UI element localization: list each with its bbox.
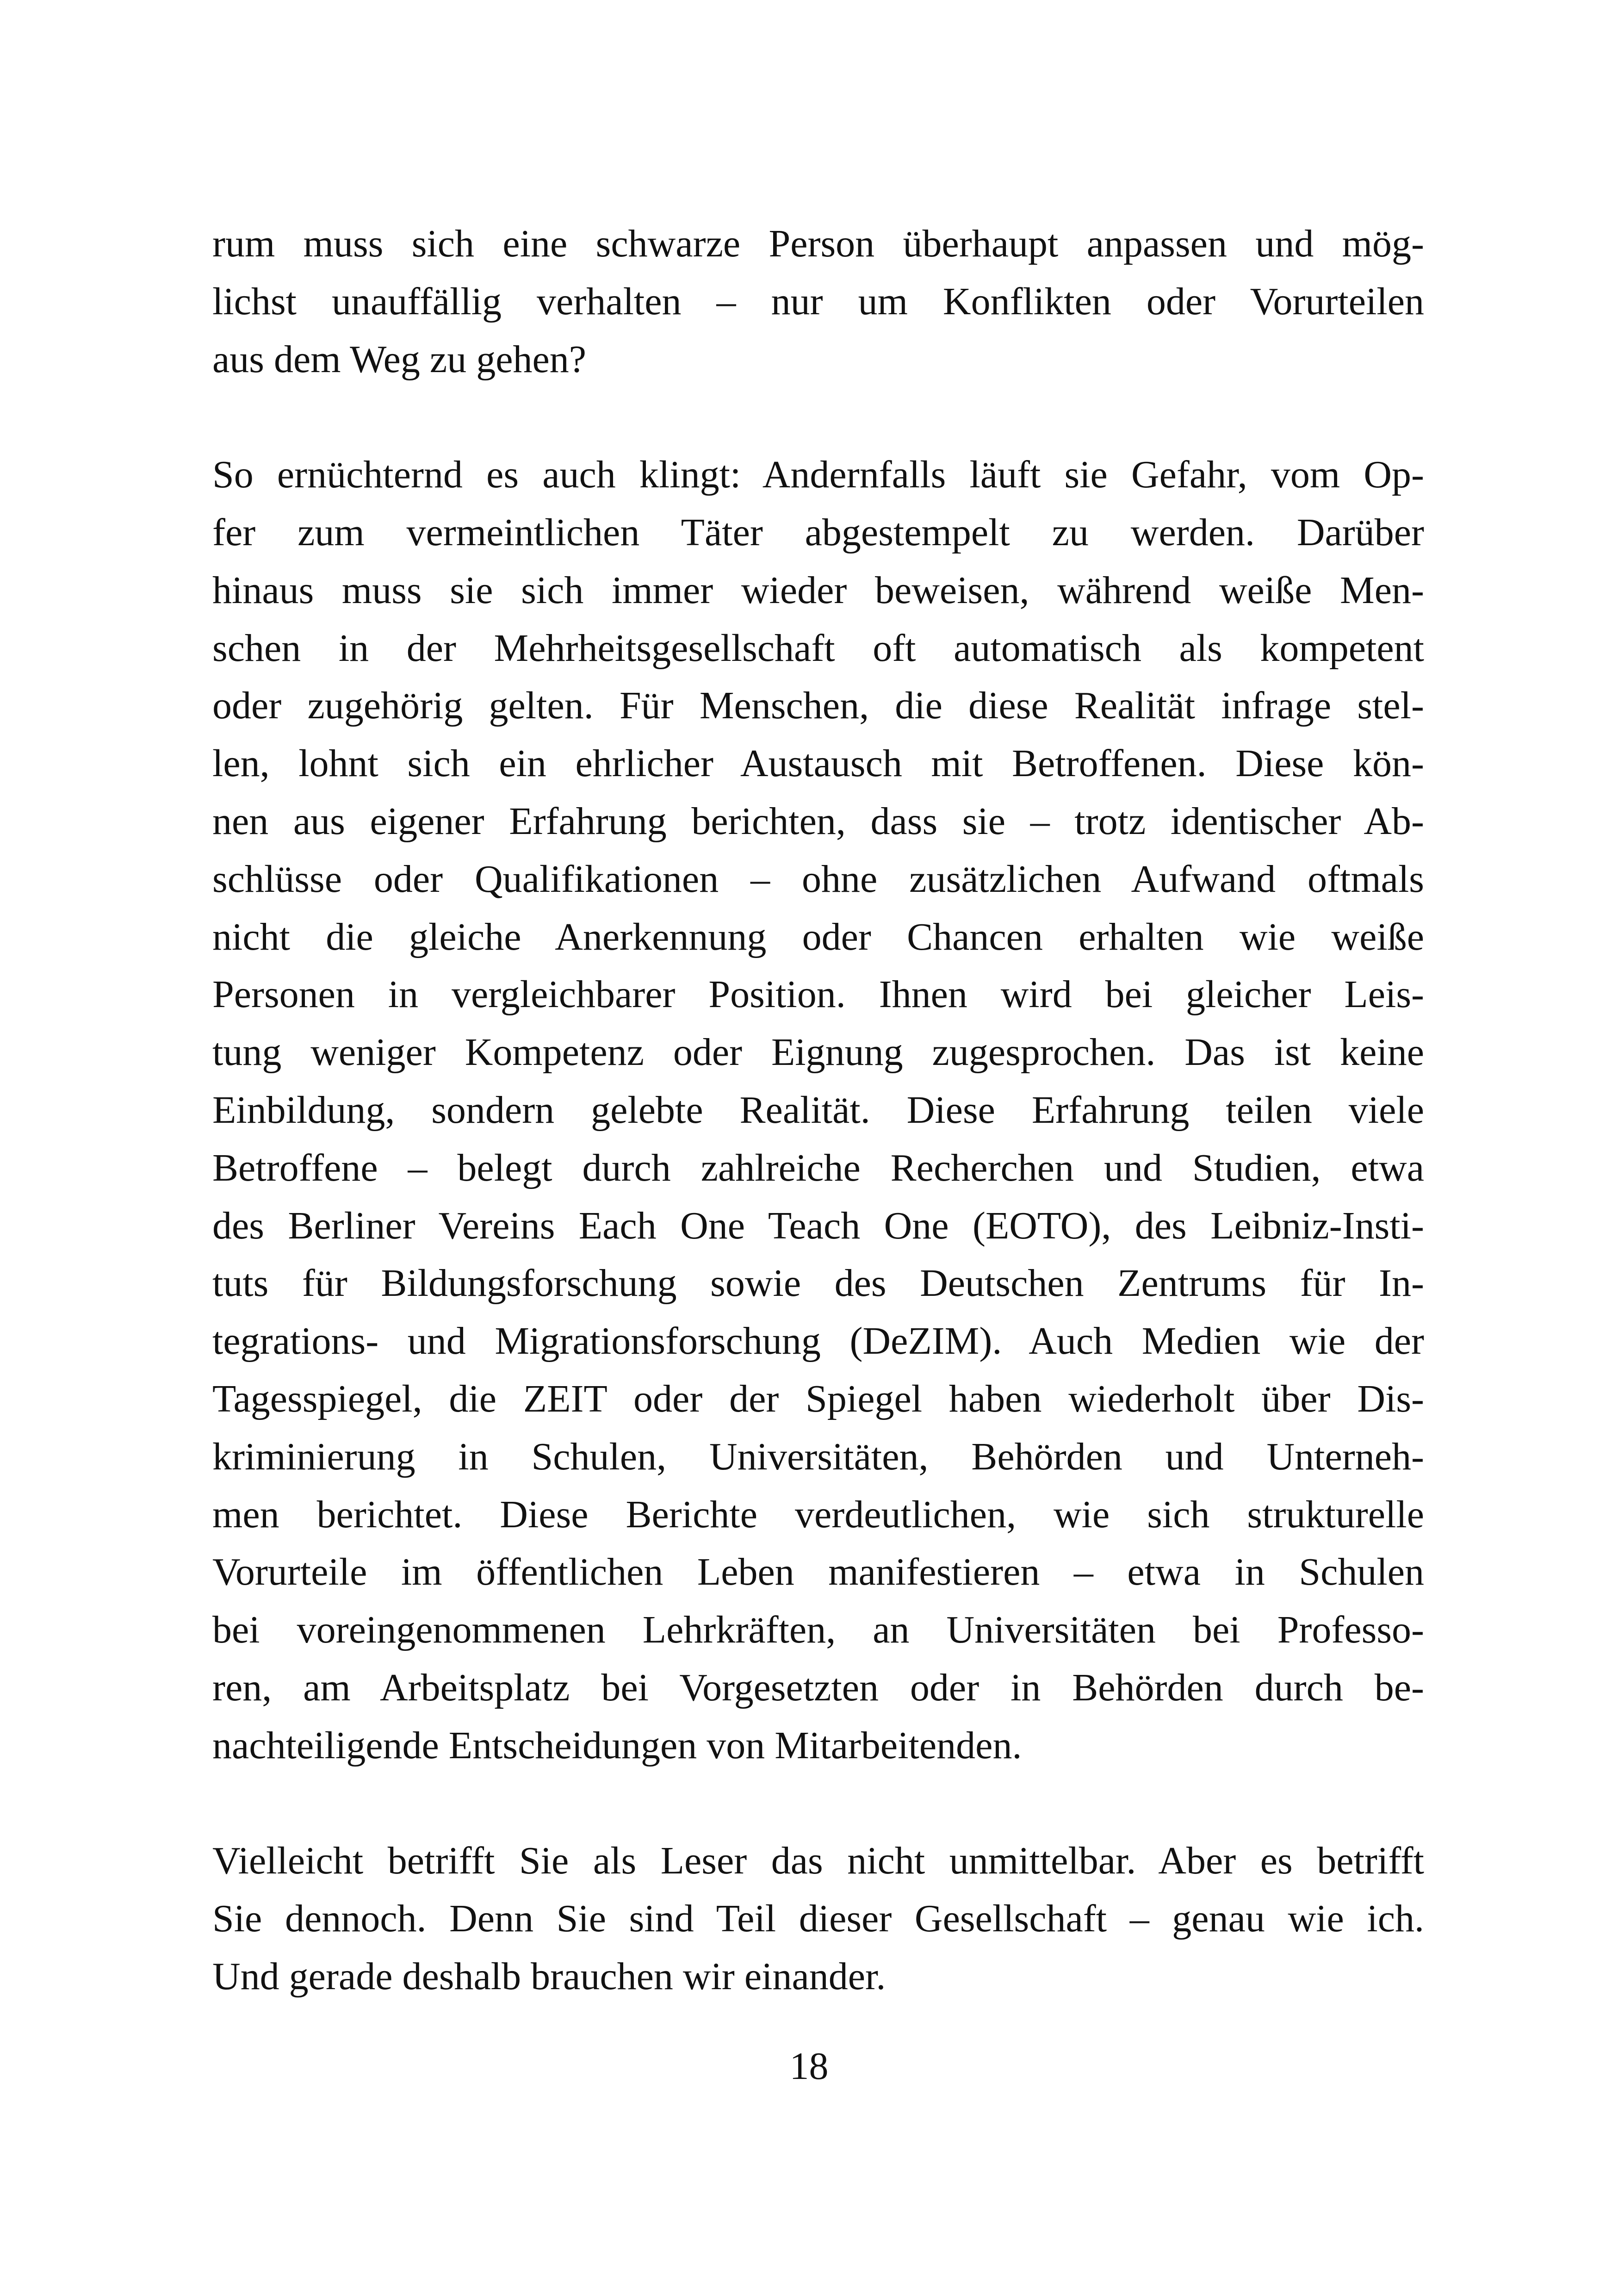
text-line: des Berliner Vereins Each One Teach One (EOTO), des Leibniz-Insti-	[212, 1204, 1424, 1247]
text-line: Sie dennoch. Denn Sie sind Teil dieser Gesellschaft – genau wie ich.	[212, 1897, 1424, 1941]
text-line: Personen in vergleichbarer Position. Ihnen wird bei gleicher Leis-	[212, 973, 1424, 1016]
text-line: nachteiligende Entscheidungen von Mitarbeitenden.	[212, 1724, 1022, 1767]
text-line: nen aus eigener Erfahrung berichten, dass sie – trotz identischer Ab-	[212, 799, 1424, 843]
text-line: aus dem Weg zu gehen?	[212, 337, 587, 381]
text-line: fer zum vermeintlichen Täter abgestempelt zu werden. Darüber	[212, 510, 1424, 554]
text-line: men berichtet. Diese Berichte verdeutlichen, wie sich strukturelle	[212, 1493, 1424, 1536]
text-line: bei voreingenommenen Lehrkräften, an Universitäten bei Professo-	[212, 1608, 1424, 1652]
text-line: Tagesspiegel, die ZEIT oder der Spiegel haben wiederholt über Dis-	[212, 1377, 1424, 1420]
text-line: tuts für Bildungsforschung sowie des Deutschen Zentrums für In-	[212, 1262, 1424, 1305]
text-line: ren, am Arbeitsplatz bei Vorgesetzten oder in Behörden durch be-	[212, 1666, 1424, 1709]
text-line: schlüsse oder Qualifikationen – ohne zusätzlichen Aufwand oftmals	[212, 857, 1424, 901]
text-line: hinaus muss sie sich immer wieder beweisen, während weiße Men-	[212, 568, 1424, 612]
text-line: Betroffene – belegt durch zahlreiche Recherchen und Studien, etwa	[212, 1146, 1424, 1189]
text-line: Und gerade deshalb brauchen wir einander.	[212, 1954, 886, 1998]
text-line: lichst unauffällig verhalten – nur um Konflikten oder Vorurteilen	[212, 280, 1424, 323]
text-line: kriminierung in Schulen, Universitäten, Behörden und Unterneh-	[212, 1435, 1424, 1478]
paragraph-gap	[212, 388, 1424, 446]
text-line: tung weniger Kompetenz oder Eignung zugesprochen. Das ist keine	[212, 1031, 1424, 1074]
text-line: tegrations- und Migrationsforschung (DeZIM). Auch Medien wie der	[212, 1319, 1424, 1363]
text-line: Vielleicht betrifft Sie als Leser das nicht unmittelbar. Aber es betrifft	[212, 1839, 1424, 1883]
text-line: Einbildung, sondern gelebte Realität. Diese Erfahrung teilen viele	[212, 1088, 1424, 1132]
text-line: So ernüchternd es auch klingt: Andernfalls läuft sie Gefahr, vom Op-	[212, 453, 1424, 497]
text-line: nicht die gleiche Anerkennung oder Chancen erhalten wie weiße	[212, 915, 1424, 958]
paragraph-gap	[212, 1775, 1424, 1833]
text-line: Vorurteile im öffentlichen Leben manifestieren – etwa in Schulen	[212, 1550, 1424, 1594]
page-number: 18	[789, 2045, 829, 2088]
body-text	[212, 215, 1424, 2006]
text-line: oder zugehörig gelten. Für Menschen, die diese Realität infrage stel-	[212, 684, 1424, 728]
text-line: len, lohnt sich ein ehrlicher Austausch mit Betroffenen. Diese kön-	[212, 742, 1424, 785]
text-line: rum muss sich eine schwarze Person überhaupt anpassen und mög-	[212, 222, 1424, 265]
text-line: schen in der Mehrheitsgesellschaft oft automatisch als kompetent	[212, 626, 1424, 670]
